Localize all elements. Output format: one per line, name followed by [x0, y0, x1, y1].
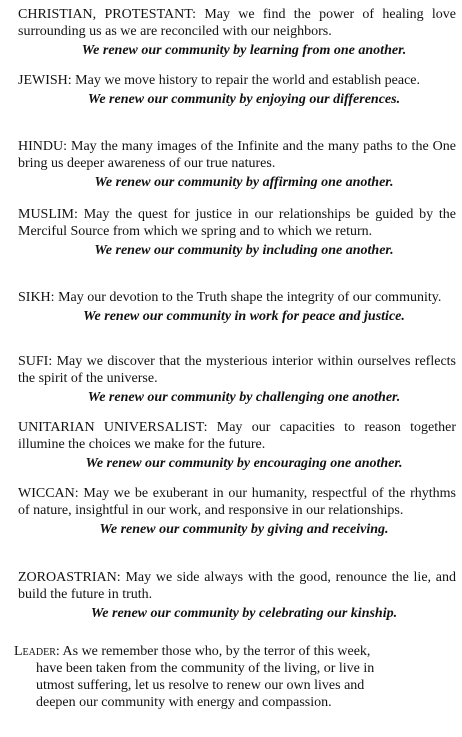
entry-jewish — [18, 72, 456, 108]
entry-label: ZOROASTRIAN: — [18, 570, 121, 585]
leader-text-line: utmost suffering, let us resolve to renew our own lives and — [36, 678, 365, 693]
entry-response: We renew our community by including one another. — [94, 243, 394, 258]
entry-hindu — [18, 138, 456, 191]
entry-response: We renew our community by enjoying our differences. — [87, 92, 401, 107]
entry-label: SUFI: — [18, 354, 53, 369]
entry-text: May we move history to repair the world and establish peace. — [75, 73, 421, 88]
entry-response: We renew our community by giving and receiving. — [99, 522, 389, 537]
entry-label: UNITARIAN UNIVERSALIST: — [18, 420, 208, 435]
entry-text: May we find the power of healing love surrounding us as we are reconciled with our neighbors. — [18, 7, 457, 39]
leader-text-line: As we remember those who, by the terror of this week, — [62, 644, 371, 659]
leader-line-first — [14, 643, 456, 660]
entry-response: We renew our community by learning from one another. — [81, 43, 407, 58]
entry-sikh — [18, 289, 456, 325]
entry-label: SIKH: — [18, 290, 55, 305]
entry-label: CHRISTIAN, PROTESTANT: — [18, 7, 196, 22]
entry-muslim — [18, 206, 456, 259]
entry-label: HINDU: — [18, 139, 67, 154]
entry-response: We renew our community in work for peace and justice. — [83, 309, 405, 324]
entry-response: We renew our community by challenging one another. — [87, 390, 401, 405]
leader-text-line: have been taken from the community of the living, or live in — [36, 661, 375, 676]
entry-unitarian-universalist — [18, 419, 456, 472]
entry-label: JEWISH: — [18, 73, 72, 88]
entry-text: May we side always with the good, renounce the lie, and build the future in truth. — [18, 570, 457, 602]
entry-text: May our capacities to reason together illumine the choices we make for the future. — [18, 420, 457, 452]
leader-label: Leader: — [14, 644, 60, 659]
entry-text: May we be exuberant in our humanity, respectful of the rhythms of nature, insightful in our work, and responsive in our relationships. — [18, 486, 456, 518]
entry-sufi — [18, 353, 456, 406]
entry-label: MUSLIM: — [18, 207, 78, 222]
entry-response: We renew our community by affirming one another. — [94, 175, 394, 190]
entry-label: WICCAN: — [18, 486, 79, 501]
entry-response: We renew our community by encouraging one another. — [85, 456, 403, 471]
entry-wiccan — [18, 485, 456, 538]
entry-text: May our devotion to the Truth shape the integrity of our community. — [58, 290, 442, 305]
entry-text: May the many images of the Infinite and the many paths to the One bring us deeper awareness of our true natures. — [18, 139, 456, 171]
entry-response: We renew our community by celebrating our kinship. — [90, 606, 398, 621]
entry-text: May the quest for justice in our relationships be guided by the Merciful Source from which we spring and to which we return. — [18, 207, 456, 239]
entry-text: May we discover that the mysterious interior within ourselves reflects the spirit of the universe. — [18, 354, 456, 386]
leader-text-line: deepen our community with energy and compassion. — [36, 695, 332, 710]
entry-christian-protestant — [18, 6, 456, 59]
leader-paragraph — [14, 643, 456, 711]
entry-zoroastrian — [18, 569, 456, 622]
